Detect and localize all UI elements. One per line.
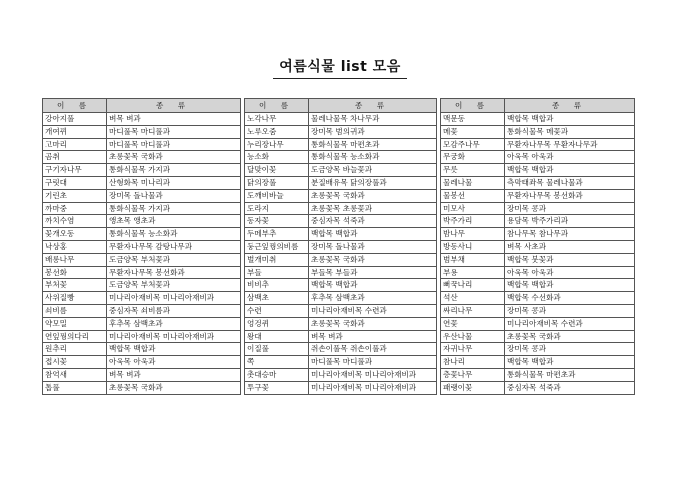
table-row [245,228,437,241]
plant-name-cell: 약모밀 [43,317,107,330]
table-row [441,304,635,317]
plant-name-cell: 꽃개오동 [43,228,107,241]
table-row [43,253,241,266]
plant-kind-cell: 장미목 콩과 [505,304,635,317]
table-row [245,292,437,305]
plant-name-cell: 밤나무 [441,228,505,241]
plant-kind-cell: 미나리아재비목 미나리아재비과 [309,381,437,394]
table-row [441,368,635,381]
table-row [441,381,635,394]
plant-kind-cell: 장미목 콩과 [505,343,635,356]
plant-kind-cell: 참나무목 참나무과 [505,228,635,241]
plant-kind-cell: 장미목 콩과 [505,202,635,215]
table-row [245,113,437,126]
plant-name-cell: 부처꽃 [43,279,107,292]
table-row [245,125,437,138]
plant-kind-cell: 무환자나무목 봉선화과 [505,189,635,202]
plant-kind-cell: 무환자나무목 봉선화과 [107,266,241,279]
table-row [441,215,635,228]
plant-name-cell: 구기자나무 [43,164,107,177]
plant-name-cell: 부용 [441,266,505,279]
plant-name-cell: 연잎꿩의다리 [43,330,107,343]
table-row [43,381,241,394]
plant-kind-cell: 벼목 벼과 [107,368,241,381]
table-row [245,164,437,177]
plant-kind-cell: 장미목 돌나물과 [107,189,241,202]
plant-name-cell: 도라지 [245,202,309,215]
plant-kind-cell: 장미목 돌나물과 [309,240,437,253]
table-row [441,343,635,356]
header-name: 이 름 [441,99,505,113]
table-row [245,151,437,164]
plant-kind-cell: 산형화목 미나리과 [107,176,241,189]
table-row [43,304,241,317]
table-header-row [245,99,437,113]
plant-kind-cell: 벼목 사초과 [505,240,635,253]
plant-kind-cell: 아욱목 아욱과 [505,266,635,279]
table-row [245,343,437,356]
plant-name-cell: 강아지풀 [43,113,107,126]
plant-kind-cell: 마디풀목 마디풀과 [309,356,437,369]
plant-kind-cell: 초롱꽃목 초롱꽃과 [309,202,437,215]
plant-kind-cell: 앵초목 앵초과 [107,215,241,228]
header-kind: 종 류 [505,99,635,113]
table-row [43,176,241,189]
plant-name-cell: 구릿대 [43,176,107,189]
table-row [441,125,635,138]
plant-kind-cell: 통화식물목 가지과 [107,164,241,177]
table-row [441,356,635,369]
plant-name-cell: 참억새 [43,368,107,381]
table-row [43,266,241,279]
plant-kind-cell: 벼목 벼과 [309,330,437,343]
table-row [245,138,437,151]
plant-kind-cell: 마디풀목 마디풀과 [107,125,241,138]
table-row [43,151,241,164]
plant-kind-cell: 백합목 백합과 [309,228,437,241]
table-row [43,189,241,202]
table-row [43,356,241,369]
plant-kind-cell: 통화식물목 능소화과 [107,228,241,241]
plant-name-cell: 엉겅퀴 [245,317,309,330]
plant-kind-cell: 분질배유목 닭의장풀과 [309,176,437,189]
table-row [43,228,241,241]
plant-name-cell: 동자꽃 [245,215,309,228]
header-kind: 종 류 [107,99,241,113]
plant-kind-cell: 용담목 박주가리과 [505,215,635,228]
plant-kind-cell: 중심자목 석죽과 [309,215,437,228]
table-row [43,317,241,330]
plant-kind-cell: 백합목 백합과 [505,164,635,177]
plant-name-cell: 물레나물 [441,176,505,189]
plant-name-cell: 무궁화 [441,151,505,164]
plant-name-cell: 까마중 [43,202,107,215]
plant-kind-cell: 마디풀목 마디풀과 [107,138,241,151]
table-row [245,189,437,202]
plant-kind-cell: 백합목 백합과 [505,113,635,126]
table-row [43,368,241,381]
table-row [43,164,241,177]
table-row [245,381,437,394]
table-row [43,125,241,138]
plant-name-cell: 톱풀 [43,381,107,394]
plant-name-cell: 개여뀌 [43,125,107,138]
plant-kind-cell: 통화식물목 메꽃과 [505,125,635,138]
plant-name-cell: 패랭이꽃 [441,381,505,394]
table-row [43,113,241,126]
table-header-row [43,99,241,113]
plant-name-cell: 사위질빵 [43,292,107,305]
plant-kind-cell: 백합목 붓꽃과 [505,253,635,266]
plant-kind-cell: 벼목 벼과 [107,113,241,126]
plant-name-cell: 누리장나무 [245,138,309,151]
plant-name-cell: 고마리 [43,138,107,151]
table-row [441,164,635,177]
plant-name-cell: 벌개미취 [245,253,309,266]
header-name: 이 름 [245,99,309,113]
plant-kind-cell: 아욱목 아욱과 [505,151,635,164]
plant-name-cell: 범부채 [441,253,505,266]
plant-kind-cell: 초롱꽃목 국화과 [107,381,241,394]
table-row [245,202,437,215]
plant-kind-cell: 백합목 백합과 [505,279,635,292]
plant-name-cell: 이질풀 [245,343,309,356]
plant-kind-cell: 초롱꽃목 국화과 [309,189,437,202]
plant-name-cell: 미모사 [441,202,505,215]
plant-kind-cell: 후추목 삼백초과 [309,292,437,305]
table-row [43,330,241,343]
plant-kind-cell: 통화식물목 능소화과 [309,151,437,164]
plant-kind-cell: 중심자목 석죽과 [505,381,635,394]
plant-name-cell: 원추리 [43,343,107,356]
plant-name-cell: 무릇 [441,164,505,177]
page-title-wrap [0,56,680,79]
table-row [43,215,241,228]
table-row [245,317,437,330]
plant-name-cell: 곰취 [43,151,107,164]
table-row [245,253,437,266]
plant-kind-cell: 중심자목 쇠비름과 [107,304,241,317]
plant-name-cell: 낙상홍 [43,240,107,253]
table-row [245,215,437,228]
plant-name-cell: 배롱나무 [43,253,107,266]
table-row [245,330,437,343]
plant-name-cell: 촛대승마 [245,368,309,381]
plant-name-cell: 두메부추 [245,228,309,241]
plant-name-cell: 수련 [245,304,309,317]
plant-kind-cell: 미나리아재비목 수련과 [505,317,635,330]
plant-name-cell: 층꽃나무 [441,368,505,381]
table-row [245,304,437,317]
table-row [245,368,437,381]
plant-name-cell: 노각나무 [245,113,309,126]
plant-kind-cell: 미나리아재비목 수련과 [309,304,437,317]
plant-kind-cell: 백합목 백합과 [107,343,241,356]
plant-kind-cell: 백합목 백합과 [309,279,437,292]
plant-name-cell: 기린초 [43,189,107,202]
plant-kind-cell: 부들목 부들과 [309,266,437,279]
table-row [43,240,241,253]
plant-name-cell: 박주가리 [441,215,505,228]
plant-kind-cell: 도금양목 부처꽃과 [107,253,241,266]
table-row [441,138,635,151]
plant-name-cell: 접시꽃 [43,356,107,369]
plant-kind-cell: 초롱꽃목 국화과 [309,317,437,330]
plant-kind-cell: 미나리아재비목 미나리아재비과 [107,330,241,343]
plant-name-cell: 닭의장풀 [245,176,309,189]
plant-kind-cell: 미나리아재비목 미나리아재비과 [309,368,437,381]
table-row [441,330,635,343]
table-row [441,266,635,279]
table-row [441,292,635,305]
table-row [441,189,635,202]
table-row [245,176,437,189]
plant-name-cell: 우산나물 [441,330,505,343]
plant-kind-cell: 쥐손이풀목 쥐손이풀과 [309,343,437,356]
plant-kind-cell: 물레나물목 차나무과 [309,113,437,126]
plant-name-cell: 달맞이꽃 [245,164,309,177]
table-row [441,176,635,189]
header-kind: 종 류 [309,99,437,113]
plant-name-cell: 노루오줌 [245,125,309,138]
plant-name-cell: 맥문동 [441,113,505,126]
table-row [43,202,241,215]
plant-kind-cell: 통화식물목 마편초과 [309,138,437,151]
table-row [245,266,437,279]
table-row [441,253,635,266]
plant-name-cell: 비비추 [245,279,309,292]
plant-name-cell: 왕대 [245,330,309,343]
plant-name-cell: 도깨비바늘 [245,189,309,202]
plant-name-cell: 쪽 [245,356,309,369]
table-header-row [441,99,635,113]
plant-kind-cell: 무환자나무목 감탕나무과 [107,240,241,253]
plant-kind-cell: 아욱목 아욱과 [107,356,241,369]
plant-kind-cell: 도금양목 부처꽃과 [107,279,241,292]
plant-name-cell: 싸리나무 [441,304,505,317]
plant-kind-cell: 무환자나무목 무환자나무과 [505,138,635,151]
plant-name-cell: 뻐꾹나리 [441,279,505,292]
table-row [43,138,241,151]
plant-name-cell: 연꽃 [441,317,505,330]
plant-kind-cell: 장미목 범의귀과 [309,125,437,138]
plant-table-1 [42,98,241,395]
plant-kind-cell: 도금양목 바늘꽃과 [309,164,437,177]
table-row [245,356,437,369]
plant-name-cell: 모감주나무 [441,138,505,151]
plant-name-cell: 봉선화 [43,266,107,279]
table-row [441,279,635,292]
plant-name-cell: 방동사니 [441,240,505,253]
plant-name-cell: 참나리 [441,356,505,369]
plant-kind-cell: 측막태좌목 물레나물과 [505,176,635,189]
table-row [43,292,241,305]
plant-name-cell: 삼백초 [245,292,309,305]
plant-kind-cell: 미나리아재비목 미나리아재비과 [107,292,241,305]
table-row [441,317,635,330]
plant-name-cell: 쇠비름 [43,304,107,317]
plant-name-cell: 메꽃 [441,125,505,138]
plant-name-cell: 물봉선 [441,189,505,202]
table-row [43,279,241,292]
plant-name-cell: 까치수염 [43,215,107,228]
plant-table-3 [440,98,635,395]
table-row [245,240,437,253]
plant-kind-cell: 초롱꽃목 국화과 [505,330,635,343]
plant-table-2 [244,98,437,395]
plant-kind-cell: 초롱꽃목 국화과 [107,151,241,164]
table-row [441,151,635,164]
plant-kind-cell: 백합목 수선화과 [505,292,635,305]
plant-kind-cell: 백합목 백합과 [505,356,635,369]
plant-name-cell: 부들 [245,266,309,279]
plant-kind-cell: 통화식물목 가지과 [107,202,241,215]
plant-name-cell: 능소화 [245,151,309,164]
table-row [441,240,635,253]
plant-name-cell: 석산 [441,292,505,305]
plant-name-cell: 자귀나무 [441,343,505,356]
plant-name-cell: 투구꽃 [245,381,309,394]
table-row [441,202,635,215]
plant-name-cell: 둥근잎꿩의비름 [245,240,309,253]
table-row [441,228,635,241]
header-name: 이 름 [43,99,107,113]
plant-kind-cell: 통화식물목 마편초과 [505,368,635,381]
plant-kind-cell: 초롱꽃목 국화과 [309,253,437,266]
table-row [245,279,437,292]
plant-kind-cell: 후추목 삼백초과 [107,317,241,330]
table-row [441,113,635,126]
page-title: 여름식물 list 모음 [273,56,407,79]
table-row [43,343,241,356]
